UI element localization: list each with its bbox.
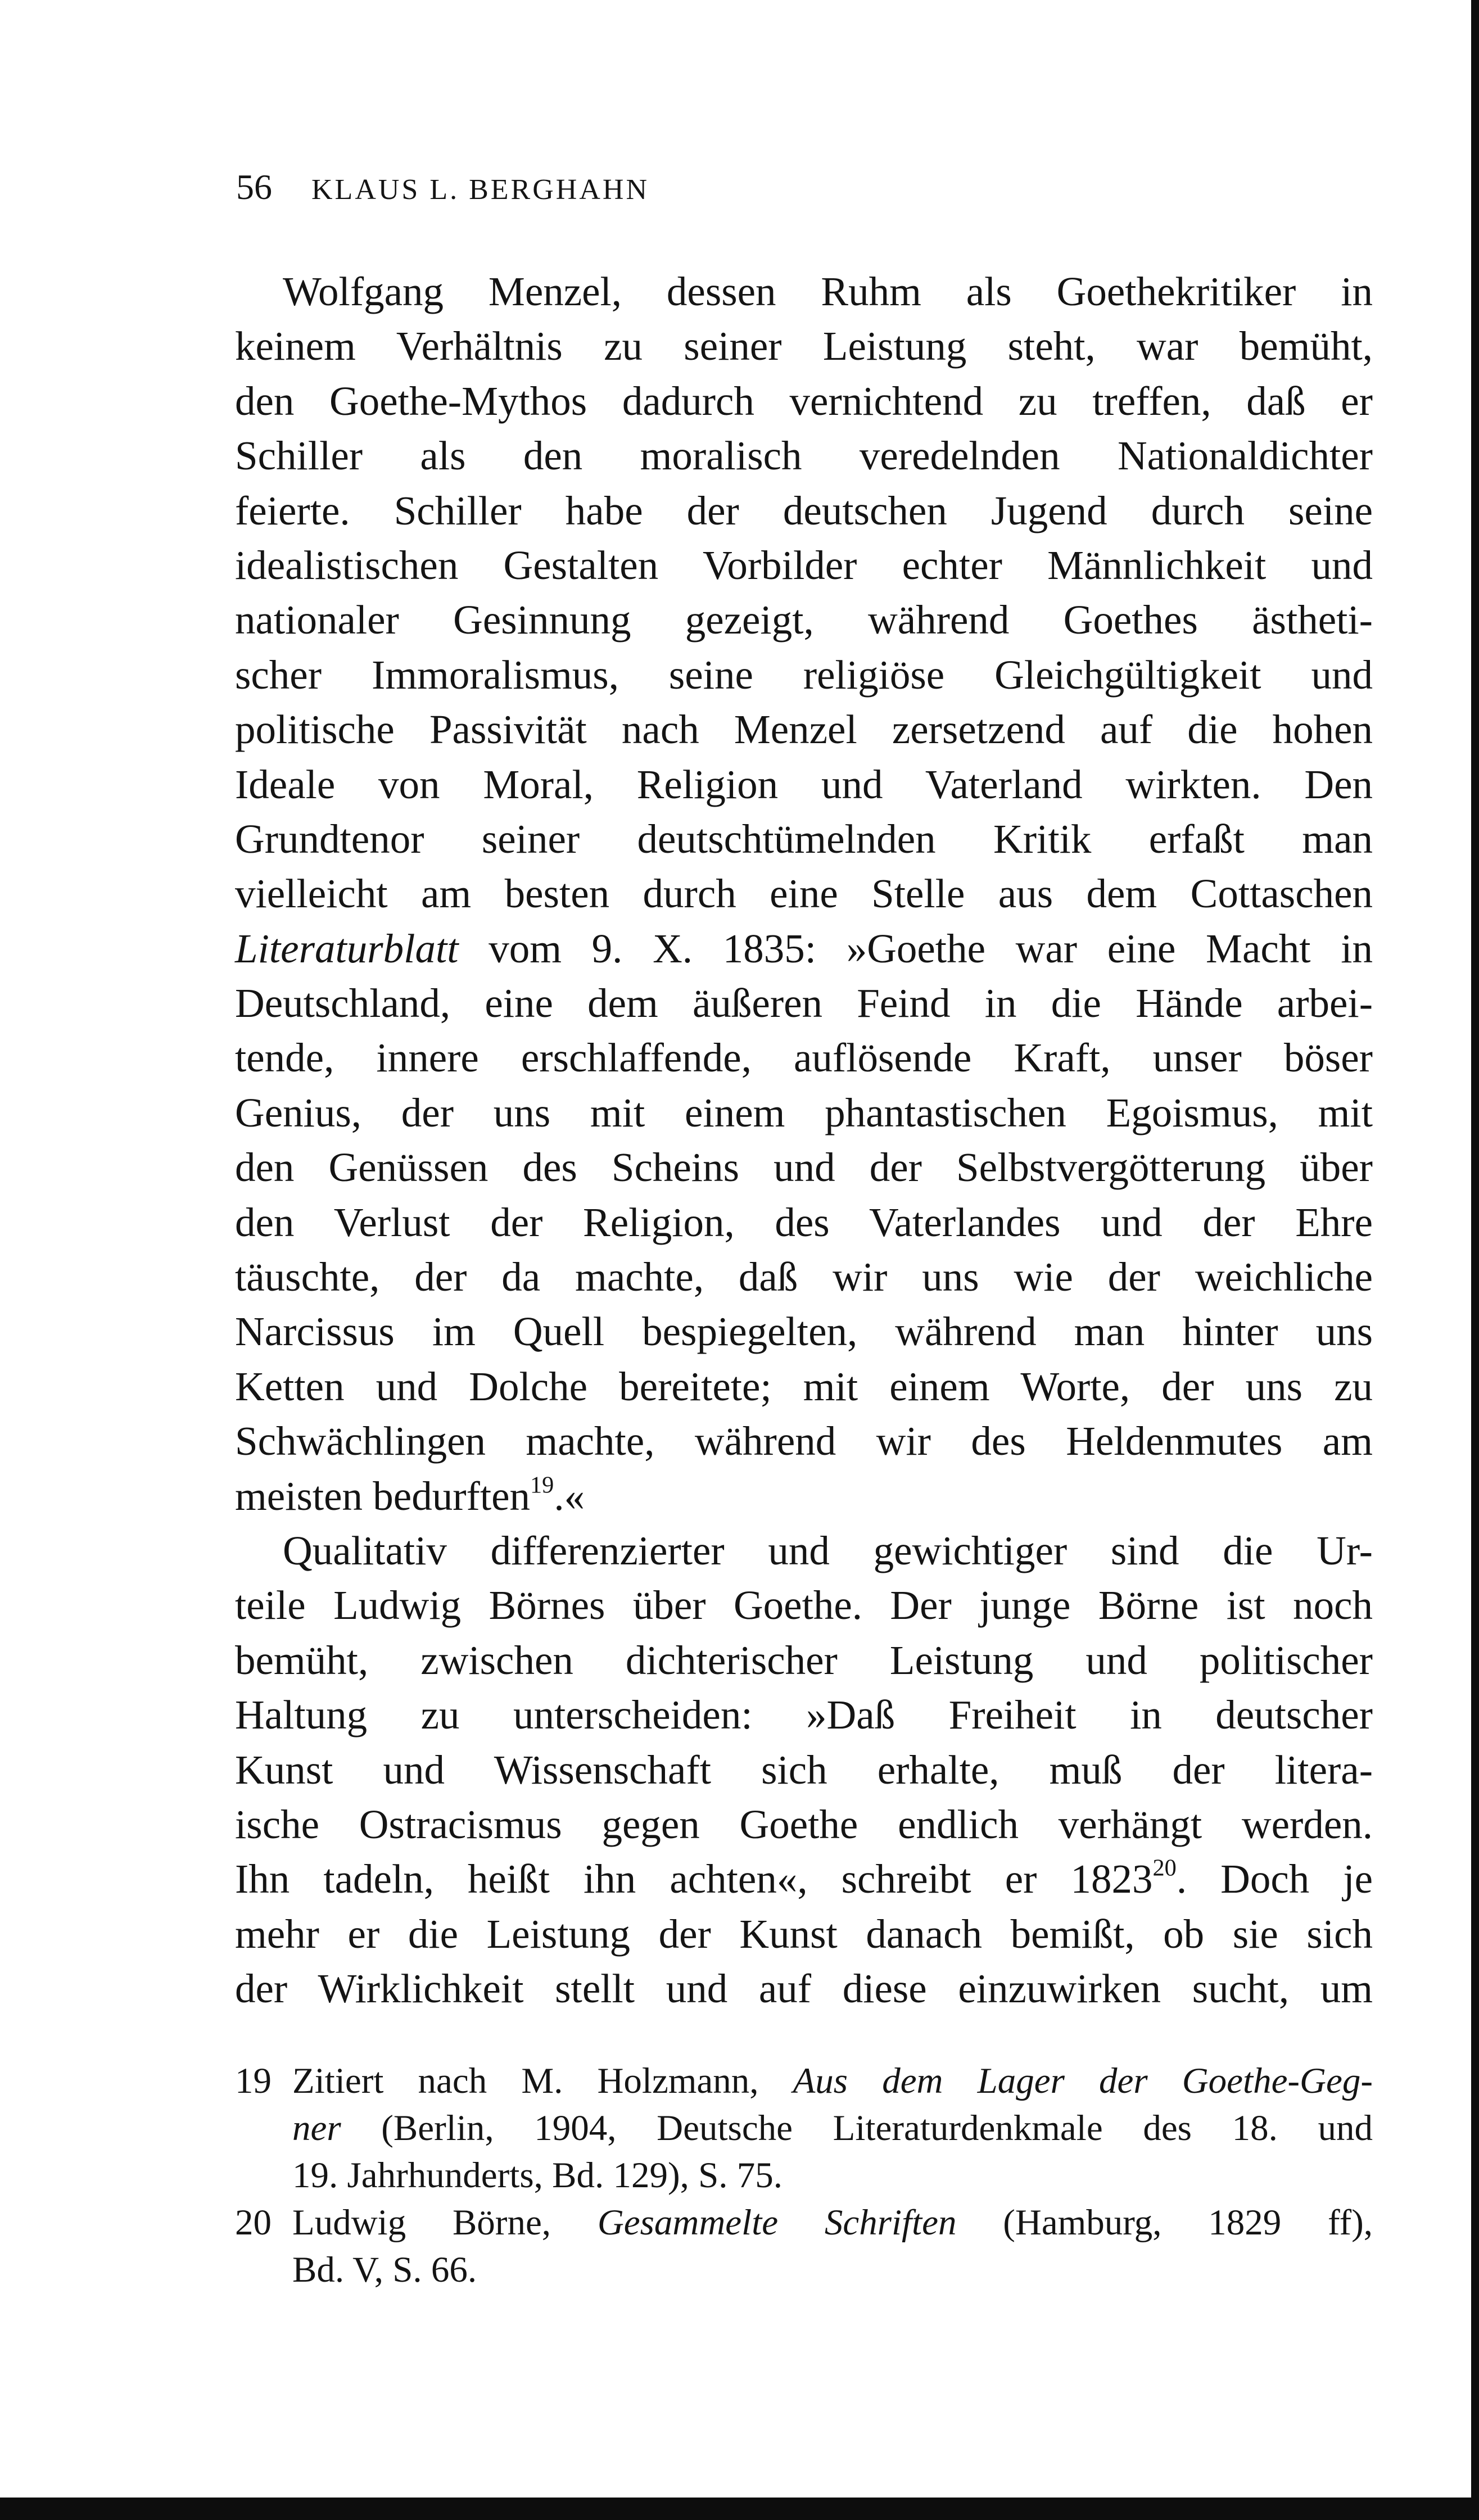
text-line [235,1469,1373,1523]
footnote-line [235,2057,1373,2105]
text-line: den Goethe-Mythos dadurch vernichtend zu treffen, daß er [235,378,1373,424]
text-line: Genius, der uns mit einem phantastischen Egoismus, mit [235,1089,1373,1135]
text-line: idealistischen Gestalten Vorbilder echter Männlichkeit und [235,542,1373,588]
footnote-ref-20: 20 [1152,1854,1177,1881]
book-title-italic: Aus dem Lager der Goethe-Geg- [793,2061,1373,2101]
running-head-author: KLAUS L. BERGHAHN [311,174,649,206]
text-segment: . Doch je [1176,1856,1373,1902]
text-line: scher Immoralismus, seine religiöse Gleichgültigkeit und [235,652,1373,698]
paragraph-2 [235,1523,1373,2016]
text-line [235,921,1373,976]
text-line: Narcissus im Quell bespiegelten, während man hinter uns [235,1309,1373,1355]
body-text [235,264,1373,2016]
text-line: den Genüssen des Scheins und der Selbstvergötterung über [235,1144,1373,1191]
footnote-line [235,2105,1373,2152]
text-line: den Verlust der Religion, des Vaterlandes und der Ehre [235,1199,1373,1245]
text-segment: Ihn tadeln, heißt ihn achten«, schreibt er 1823 [235,1856,1153,1902]
text-segment: vom 9. X. 1835: »Goethe war eine Macht in [458,925,1373,971]
scan-edge-right [1471,0,1479,2520]
text-line: feierte. Schiller habe der deutschen Jugend durch seine [235,487,1373,533]
text-line: Ketten und Dolche bereitete; mit einem Worte, der uns zu [235,1363,1373,1409]
text-segment: (Berlin, 1904, Deutsche Literaturdenkmale des 18. und [341,2108,1373,2148]
text-line: bemüht, zwischen dichterischer Leistung und politischer [235,1637,1373,1683]
text-line: Kunst und Wissenschaft sich erhalte, muß der litera- [235,1747,1373,1793]
text-segment: Zitiert nach M. Holzmann, [292,2061,793,2101]
footnote-line [235,2199,1373,2246]
footnote-20 [235,2199,1373,2293]
text-line: nationaler Gesinnung gezeigt, während Goethes ästheti- [235,597,1373,643]
text-line: teile Ludwig Börnes über Goethe. Der junge Börne ist noch [235,1582,1373,1628]
footnotes [235,2057,1373,2293]
text-segment: Ludwig Börne, [292,2202,598,2243]
text-line [235,1852,1373,1906]
footnote-line: Bd. V, S. 66. [292,2250,477,2290]
text-line: Qualitativ differenzierter und gewichtiger sind die Ur- [283,1527,1373,1573]
text-line: Deutschland, eine dem äußeren Feind in die Hände arbei- [235,980,1373,1026]
text-line: der Wirklichkeit stellt und auf diese einzuwirken sucht, um [235,1966,1373,2012]
book-title-italic: ner [292,2108,341,2148]
text-line: täuschte, der da machte, daß wir uns wie der weichliche [235,1254,1373,1300]
text-line: keinem Verhältnis zu seiner Leistung steht, war bemüht, [235,323,1373,369]
book-title-italic: Gesammelte Schriften [597,2202,957,2243]
page-number: 56 [236,167,272,207]
footnote-19 [235,2057,1373,2199]
text-line: Schiller als den moralisch veredelnden Nationaldichter [235,433,1373,479]
footnote-number: 20 [235,2202,272,2243]
footnote-line: 19. Jahrhunderts, Bd. 129), S. 75. [292,2155,783,2196]
scan-edge-bottom [0,2498,1479,2520]
text-line: Ideale von Moral, Religion und Vaterland wirkten. Den [235,761,1373,807]
text-segment: (Hamburg, 1829 ff), [956,2202,1373,2243]
text-segment: meisten bedurften [235,1473,531,1519]
text-line: Haltung zu unterscheiden: »Daß Freiheit in deutscher [235,1692,1373,1738]
text-line: ische Ostracismus gegen Goethe endlich verhängt werden. [235,1801,1373,1847]
text-line: tende, innere erschlaffende, auflösende Kraft, unser böser [235,1035,1373,1081]
running-head [236,166,649,217]
journal-title-italic: Literaturblatt [235,925,459,971]
footnote-number: 19 [235,2061,272,2101]
text-line: mehr er die Leistung der Kunst danach bemißt, ob sie sich [235,1911,1373,1957]
text-segment: .« [554,1473,585,1519]
paragraph-1 [235,264,1373,1523]
text-line: vielleicht am besten durch eine Stelle aus dem Cottaschen [235,871,1373,917]
text-line: Grundtenor seiner deutschtümelnden Kritik erfaßt man [235,816,1373,862]
text-line: Schwächlingen machte, während wir des Heldenmutes am [235,1418,1373,1464]
footnote-ref-19: 19 [530,1472,554,1499]
text-line: Wolfgang Menzel, dessen Ruhm als Goethekritiker in [283,269,1373,314]
text-line: politische Passivität nach Menzel zersetzend auf die hohen [235,707,1373,753]
